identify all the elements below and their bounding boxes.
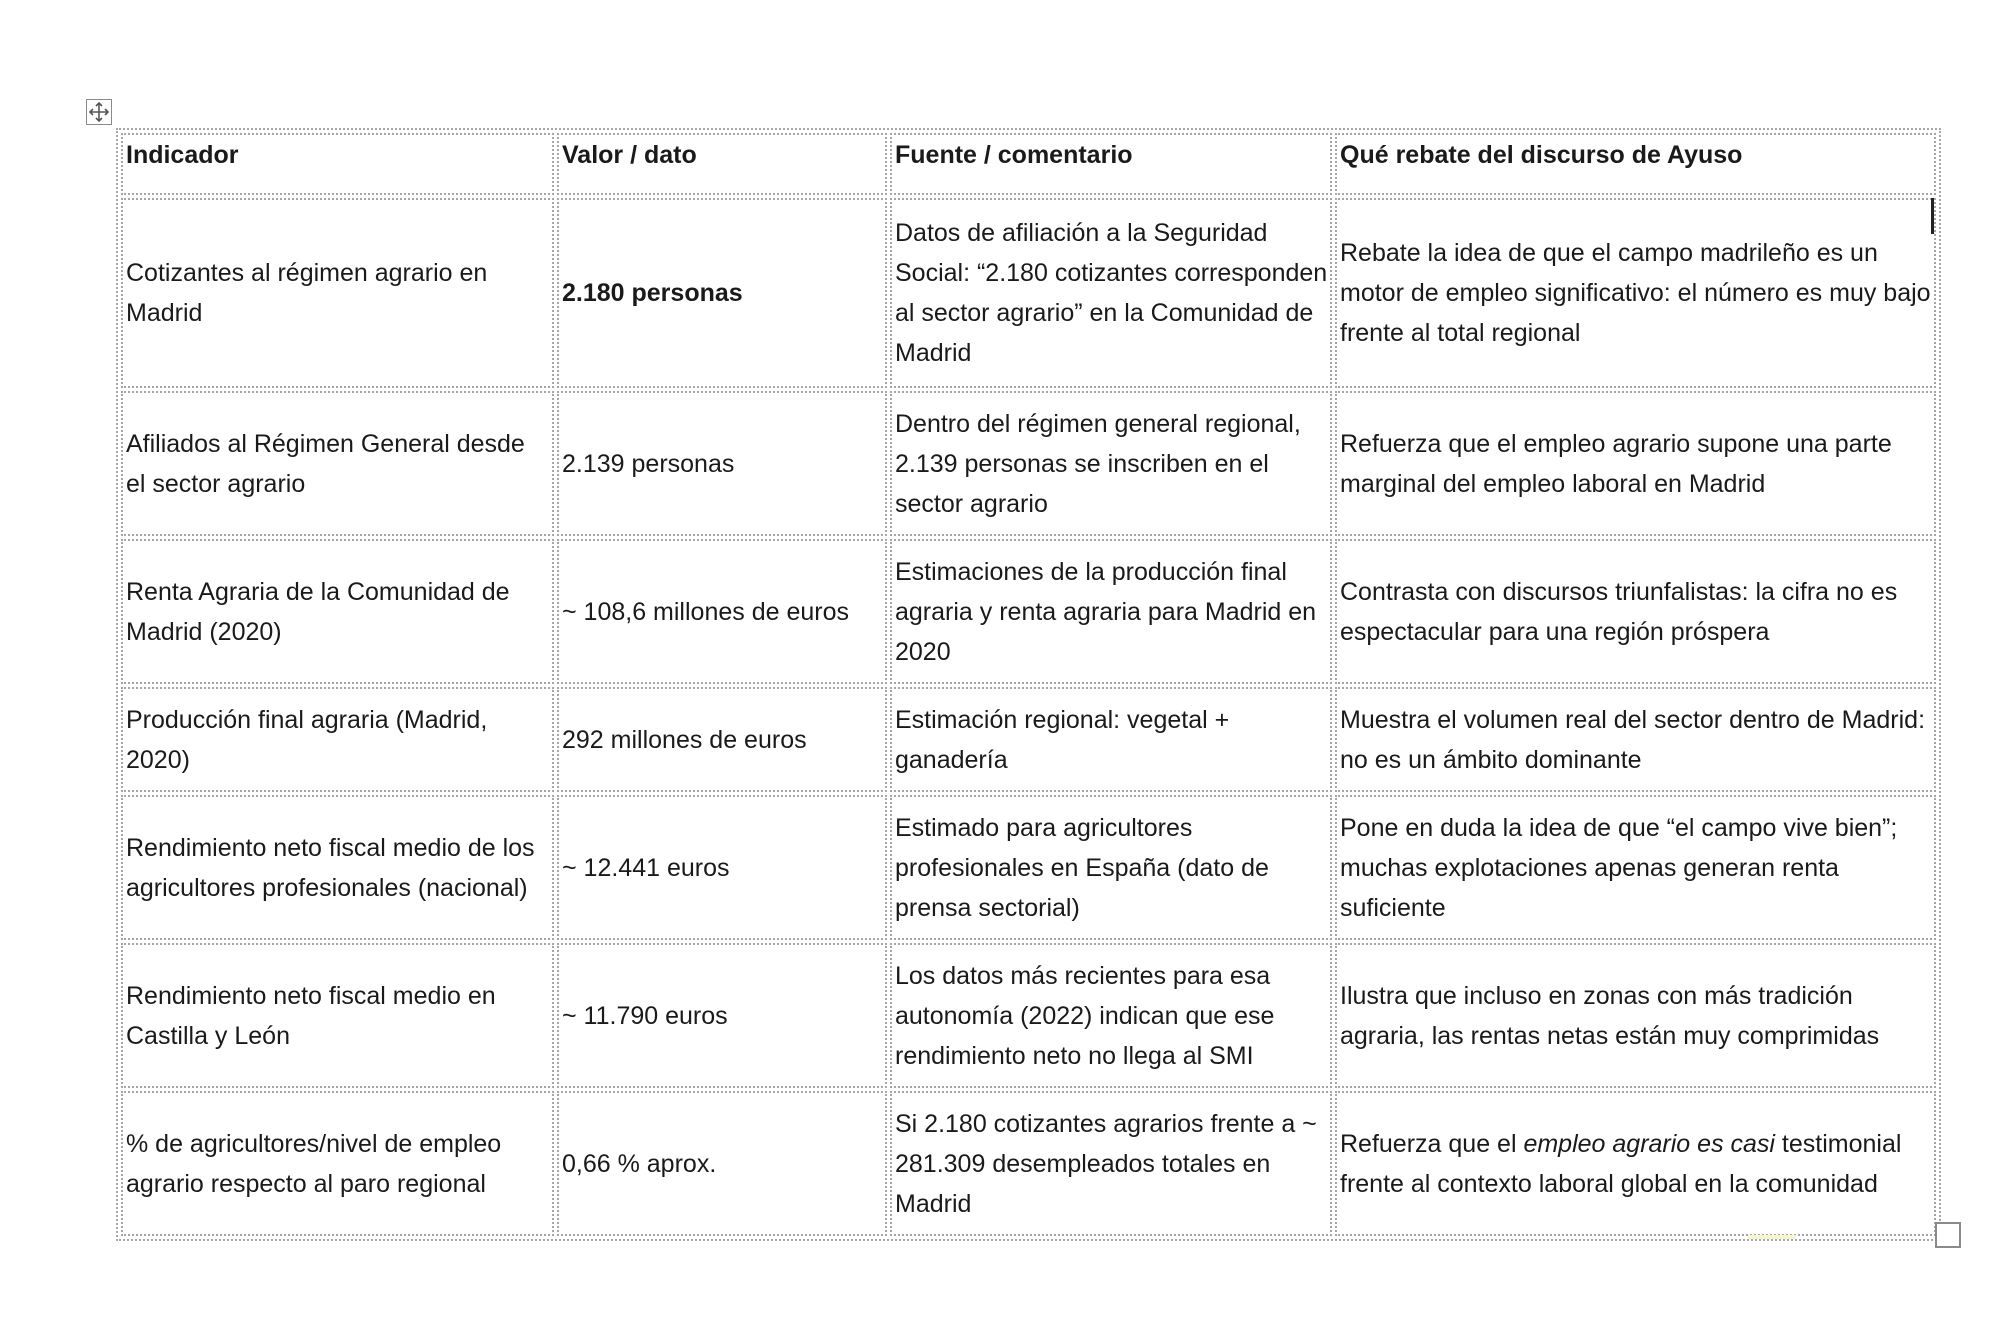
cell-fuente[interactable]: Si 2.180 cotizantes agrarios frente a ~ 281.309 desempleados totales en Madrid: [890, 1091, 1332, 1236]
rebate-text-part: testimonial frente al contexto laboral global en la comunidad: [1340, 1129, 1902, 1198]
table-header-row: [121, 133, 1936, 195]
cell-rebate[interactable]: Muestra el volumen real del sector dentro de Madrid: no es un ámbito dominante: [1335, 687, 1936, 792]
highlight-mark: [1748, 1235, 1796, 1239]
cell-rebate[interactable]: Rebate la idea de que el campo madrileño es un motor de empleo significativo: el número es muy bajo frente al total regional: [1335, 198, 1936, 388]
rebate-text-italic: empleo agrario es casi: [1523, 1129, 1775, 1158]
table-container: [116, 128, 1934, 1241]
cell-valor[interactable]: 2.139 personas: [557, 391, 887, 536]
cell-valor[interactable]: 292 millones de euros: [557, 687, 887, 792]
header-cell-rebate[interactable]: Qué rebate del discurso de Ayuso: [1335, 133, 1936, 195]
cell-rebate[interactable]: Pone en duda la idea de que “el campo vive bien”; muchas explotaciones apenas generan renta suficiente: [1335, 795, 1936, 940]
cell-rebate[interactable]: [1335, 1091, 1936, 1236]
cell-valor[interactable]: 0,66 % aprox.: [557, 1091, 887, 1236]
cell-valor[interactable]: 2.180 personas: [557, 198, 887, 388]
table-row: [121, 539, 1936, 684]
text-cursor: [1931, 198, 1934, 234]
header-cell-indicador[interactable]: Indicador: [121, 133, 554, 195]
cell-fuente[interactable]: Dentro del régimen general regional, 2.139 personas se inscriben en el sector agrario: [890, 391, 1332, 536]
data-table: [116, 128, 1941, 1241]
table-row: [121, 391, 1936, 536]
cell-indicador[interactable]: Afiliados al Régimen General desde el sector agrario: [121, 391, 554, 536]
cell-rebate[interactable]: Ilustra que incluso en zonas con más tradición agraria, las rentas netas están muy comprimidas: [1335, 943, 1936, 1088]
rebate-text-part: Refuerza que el: [1340, 1129, 1524, 1158]
header-cell-valor[interactable]: Valor / dato: [557, 133, 887, 195]
table-row: [121, 795, 1936, 940]
table-move-handle[interactable]: [86, 99, 112, 125]
cell-fuente[interactable]: Estimado para agricultores profesionales en España (dato de prensa sectorial): [890, 795, 1332, 940]
cell-indicador[interactable]: Producción final agraria (Madrid, 2020): [121, 687, 554, 792]
cell-indicador[interactable]: Renta Agraria de la Comunidad de Madrid (2020): [121, 539, 554, 684]
cell-fuente[interactable]: Estimación regional: vegetal + ganadería: [890, 687, 1332, 792]
header-cell-fuente[interactable]: Fuente / comentario: [890, 133, 1332, 195]
cell-fuente[interactable]: Estimaciones de la producción final agraria y renta agraria para Madrid en 2020: [890, 539, 1332, 684]
table-row: [121, 198, 1936, 388]
cell-fuente[interactable]: Datos de afiliación a la Seguridad Social: “2.180 cotizantes corresponden al sector agrario” en la Comunidad de Madrid: [890, 198, 1332, 388]
cell-indicador[interactable]: Rendimiento neto fiscal medio en Castilla y León: [121, 943, 554, 1088]
cell-rebate[interactable]: Refuerza que el empleo agrario supone una parte marginal del empleo laboral en Madrid: [1335, 391, 1936, 536]
cell-indicador[interactable]: Rendimiento neto fiscal medio de los agricultores profesionales (nacional): [121, 795, 554, 940]
cell-valor[interactable]: ~ 11.790 euros: [557, 943, 887, 1088]
table-row: [121, 1091, 1936, 1236]
cell-indicador[interactable]: % de agricultores/nivel de empleo agrario respecto al paro regional: [121, 1091, 554, 1236]
table-row: [121, 943, 1936, 1088]
cell-indicador[interactable]: Cotizantes al régimen agrario en Madrid: [121, 198, 554, 388]
move-arrows-icon: [87, 100, 111, 124]
cell-valor[interactable]: ~ 12.441 euros: [557, 795, 887, 940]
cell-valor[interactable]: ~ 108,6 millones de euros: [557, 539, 887, 684]
table-row: [121, 687, 1936, 792]
table-resize-handle[interactable]: [1935, 1222, 1961, 1248]
cell-fuente[interactable]: Los datos más recientes para esa autonomía (2022) indican que ese rendimiento neto no llega al SMI: [890, 943, 1332, 1088]
cell-rebate[interactable]: Contrasta con discursos triunfalistas: la cifra no es espectacular para una región próspera: [1335, 539, 1936, 684]
